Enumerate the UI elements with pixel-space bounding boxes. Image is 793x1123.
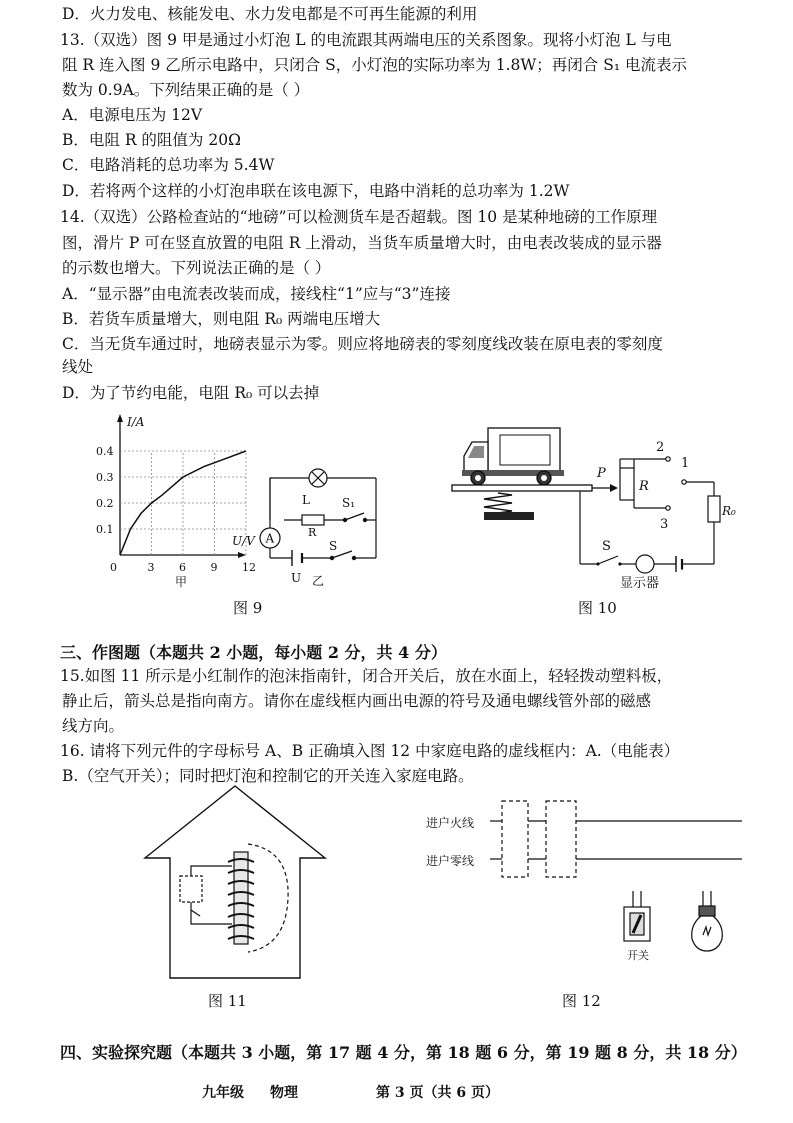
graph-y-axis-label: I/A: [127, 415, 145, 429]
source-label: U: [291, 571, 302, 585]
footer-page-number: 第 3 页（共 6 页）: [376, 1085, 499, 1101]
footer-grade: 九年级: [202, 1085, 244, 1101]
terminal-3: [666, 506, 670, 510]
figure-9-caption: 图 9: [233, 599, 263, 617]
terminal-3-label: 3: [660, 517, 669, 532]
graph-y-tick-label: 0.2: [96, 497, 114, 510]
q15-line1: 15.如图 11 所示是小红制作的泡沫指南针，闭合开关后，放在水面上，轻轻拨动塑料板，: [60, 667, 673, 685]
switch-s-label: S: [329, 539, 338, 553]
terminal-2: [666, 457, 670, 461]
meter-dashed-box-a: [502, 801, 528, 877]
svg-text:A: A: [265, 531, 275, 546]
breaker-dashed-box-b: [546, 801, 576, 877]
live-wire-label: 进户火线: [426, 816, 475, 830]
scale-platform: [452, 485, 592, 491]
lamp-symbol: [309, 469, 327, 487]
q13-stem-line2: 阻 R 连入图 9 乙所示电路中，只闭合 S，小灯泡的实际功率为 1.8W；再闭合 S₁ 电流表示: [62, 56, 687, 74]
graph-x-tick-label: 6: [179, 561, 186, 574]
terminal-2-label: 2: [656, 440, 665, 455]
truck-icon: [462, 428, 564, 485]
terminal-1-label: 1: [681, 456, 690, 471]
ammeter-symbol: [260, 528, 280, 548]
resistor-symbol: [302, 515, 324, 525]
q13-option-b: B．电阻 R 的阻值为 20Ω: [62, 131, 241, 149]
neutral-wire-label: 进户零线: [426, 854, 475, 868]
q14-stem-line1: 14.（双选）公路检查站的“地磅”可以检测货车是否超载。图 10 是某种地磅的工作原理: [60, 208, 658, 226]
graph-y-tick-label: 0.4: [96, 445, 114, 458]
q14-option-c-line2: 线处: [62, 358, 94, 376]
q13-option-d: D．若将两个这样的小灯泡串联在该电源下，电路中消耗的总功率为 1.2W: [62, 182, 570, 200]
q14-stem-line2: 图，滑片 P 可在竖直放置的电阻 R 上滑动，当货车质量增大时，由电表改装成的显示器: [62, 234, 662, 252]
graph-x-tick-label: 12: [242, 561, 256, 574]
q12-option-d: D．火力发电、核能发电、水力发电都是不可再生能源的利用: [62, 5, 478, 23]
graph-sub-label: 甲: [175, 575, 188, 589]
display-meter-icon: [636, 555, 654, 573]
lamp-label: L: [302, 493, 310, 507]
q15-line3: 线方向。: [62, 717, 125, 735]
switch-label: 开关: [627, 949, 649, 962]
figure-11-caption: 图 11: [208, 992, 247, 1010]
figure-9: [80, 410, 410, 600]
q13-stem-line3: 数为 0.9A。下列结果正确的是（ ）: [62, 81, 310, 99]
q13-option-c: C．电路消耗的总功率为 5.4W: [62, 156, 275, 174]
figure-10: [440, 404, 740, 594]
q14-option-c-line1: C．当无货车通过时，地磅表显示为零。则应将地磅表的零刻度线改装在原电表的零刻度: [62, 335, 663, 353]
figure-11: [140, 778, 340, 988]
figure-12: [420, 795, 750, 975]
resistor-r0: [708, 496, 720, 522]
graph-gridlines: [120, 451, 246, 555]
terminal-1: [682, 480, 686, 484]
solenoid-icon: [228, 844, 288, 952]
section-3-heading: 三、作图题（本题共 2 小题，每小题 2 分，共 4 分）: [60, 643, 447, 662]
scale-base: [484, 512, 534, 520]
graph-x-ticks: [110, 561, 256, 574]
graph-y-ticks: [96, 445, 114, 536]
resistor-r-label: R: [639, 479, 649, 494]
q14-stem-line3: 的示数也增大。下列说法正确的是（ ）: [62, 259, 331, 277]
resistor-label: R: [308, 526, 317, 539]
graph-y-tick-label: 0.3: [96, 471, 114, 484]
q16-line2: B.（空气开关）；同时把灯泡和控制它的开关连入家庭电路。: [62, 767, 474, 785]
graph-x-axis-label: U/V: [232, 534, 255, 548]
switch-s1-label: S₁: [342, 496, 356, 510]
variable-resistor-r: [620, 468, 634, 500]
slider-label: P: [597, 466, 606, 481]
light-bulb-icon: [692, 891, 723, 951]
figure-10-caption: 图 10: [578, 599, 617, 617]
graph-y-tick-label: 0.1: [96, 523, 114, 536]
section-4-heading: 四、实验探究题（本题共 3 小题，第 17 题 4 分，第 18 题 6 分，第 19 题 8 分，共 18 分）: [60, 1043, 747, 1062]
wall-switch-icon: [624, 891, 650, 941]
q16-line1: 16. 请将下列元件的字母标号 A、B 正确填入图 12 中家庭电路的虚线框内：A.（电能表）: [60, 742, 680, 760]
power-source-dashed-box: [180, 876, 202, 902]
q13-option-a: A．电源电压为 12V: [62, 106, 203, 124]
q15-line2: 静止后，箭头总是指向南方。请你在虚线框内画出电源的符号及通电螺线管外部的磁感: [62, 692, 652, 710]
q14-option-d: D．为了节约电能，电阻 R₀ 可以去掉: [62, 384, 320, 402]
q13-stem-line1: 13.（双选）图 9 甲是通过小灯泡 L 的电流跟其两端电压的关系图象。现将小灯泡 L 与电: [60, 31, 672, 49]
resistor-r0-label: R₀: [722, 504, 736, 518]
q14-option-a: A．“显示器”由电流表改装而成，接线柱“1”应与“3”连接: [62, 285, 451, 303]
spring-icon: [484, 493, 512, 513]
circuit-sub-label: 乙: [312, 574, 325, 588]
figure-9-graph: [96, 414, 256, 589]
graph-x-tick-label: 3: [147, 561, 155, 574]
graph-x-tick-label: 9: [210, 561, 218, 574]
q14-option-b: B．若货车质量增大，则电阻 R₀ 两端电压增大: [62, 310, 381, 328]
graph-x-tick-label: 0: [110, 561, 117, 574]
footer-subject: 物理: [270, 1085, 298, 1101]
figure-12-caption: 图 12: [562, 992, 601, 1010]
switch-label: S: [602, 539, 611, 554]
display-label: 显示器: [620, 576, 660, 591]
